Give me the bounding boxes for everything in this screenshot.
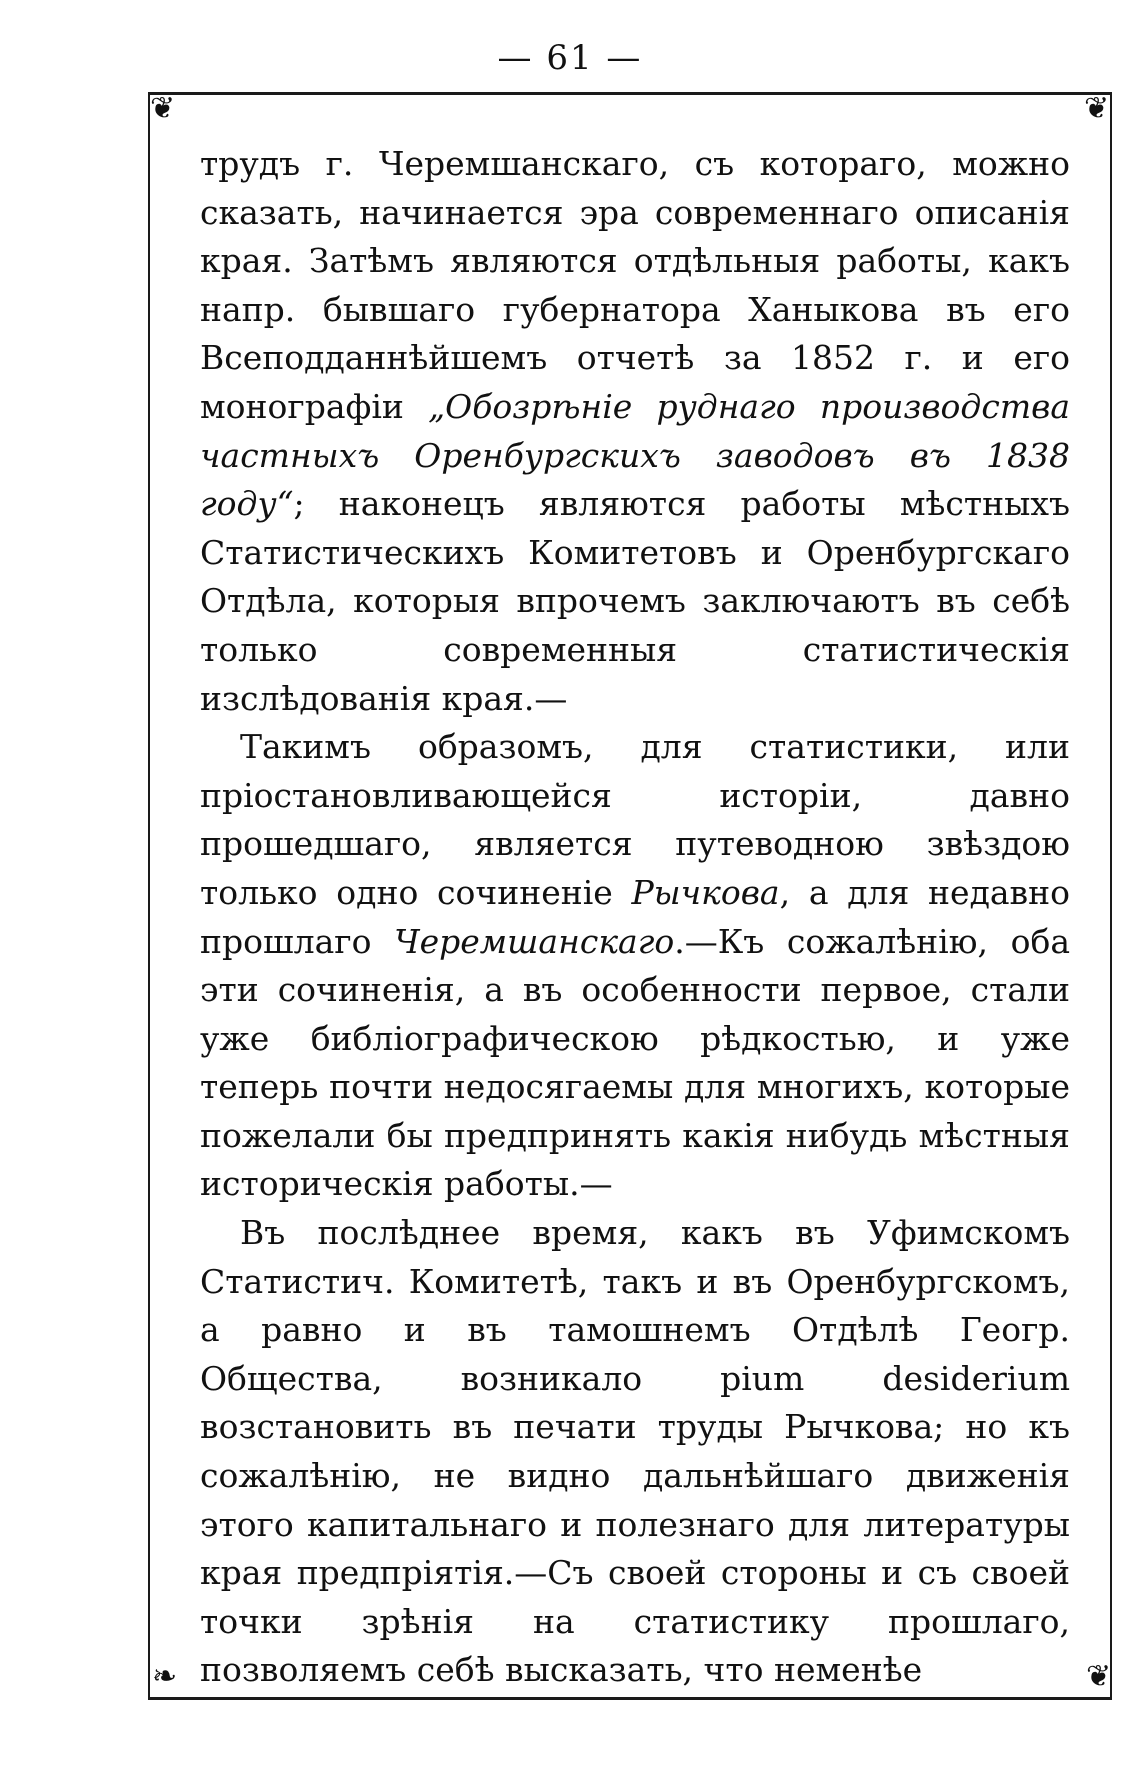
paragraph-3-text: Въ послѣднее время, какъ въ Уфимскомъ Статистич. Комитетѣ, такъ и въ Оренбургскомъ, а равно и въ тамошнемъ Отдѣлѣ Геогр. Общества, возникало pium desiderium возстановить въ печати труды Рычкова; но къ сожалѣнію, не видно дальнѣйшаго движенія этого капитальнаго и полезнаго для литературы края предпріятія.—Съ своей стороны и съ своей точки зрѣнія на статистику прошлаго, позволяемъ себѣ высказать, что неменѣе [200,1213,1070,1690]
page-number: — 61 — [497,38,643,78]
paragraph-1 [200,140,1070,723]
corner-ornament-bottom-left: ❧ [152,1659,178,1694]
paragraph-2 [200,723,1070,1209]
paragraph-1-title-italic: „Обозрѣніе руднаго производства частныхъ Оренбургскихъ заводовъ въ 1838 году“ [200,386,1070,524]
paragraph-3 [200,1209,1070,1695]
corner-ornament-top-left: ❦ [150,91,176,126]
paragraph-1-text: трудъ г. Черемшанскаго, съ котораго, можно сказать, начинается эра современнаго описанія края. Затѣмъ являются отдѣльныя работы, какъ напр. бывшаго губернатора Ханыкова въ его Всеподданнѣйшемъ отчетѣ за 1852 г. и его монографіи [200,144,1070,426]
paragraph-2-name-rychkov: Рычкова [631,872,780,912]
paragraph-2-text-mid: , а для недавно прошлаго [200,872,1070,961]
paragraph-2-name-cheremshansky: Черемшанскаго [394,921,675,961]
paragraph-2-text-end: .—Къ сожалѣнію, оба эти сочиненія, а въ особенности первое, стали уже библіографическою рѣдкостью, и уже теперь почти недосягаемы для многихъ, которые пожелали бы предпринять какія нибудь мѣстныя историческія работы.— [200,921,1070,1204]
corner-ornament-bottom-right: ❦ [1086,1659,1112,1694]
corner-ornament-top-right: ❦ [1084,91,1110,126]
paragraph-2-text: Такимъ образомъ, для статистики, или пріостановливающейся исторіи, давно прошедшаго, является путеводною звѣздою только одно сочиненіе [200,727,1070,912]
body-text [200,140,1070,1695]
paragraph-1-text-end: ; наконецъ являются работы мѣстныхъ Статистическихъ Комитетовъ и Оренбургскаго Отдѣла, которыя впрочемъ заключаютъ въ себѣ только современныя статистическія изслѣдованія края.— [200,484,1070,718]
